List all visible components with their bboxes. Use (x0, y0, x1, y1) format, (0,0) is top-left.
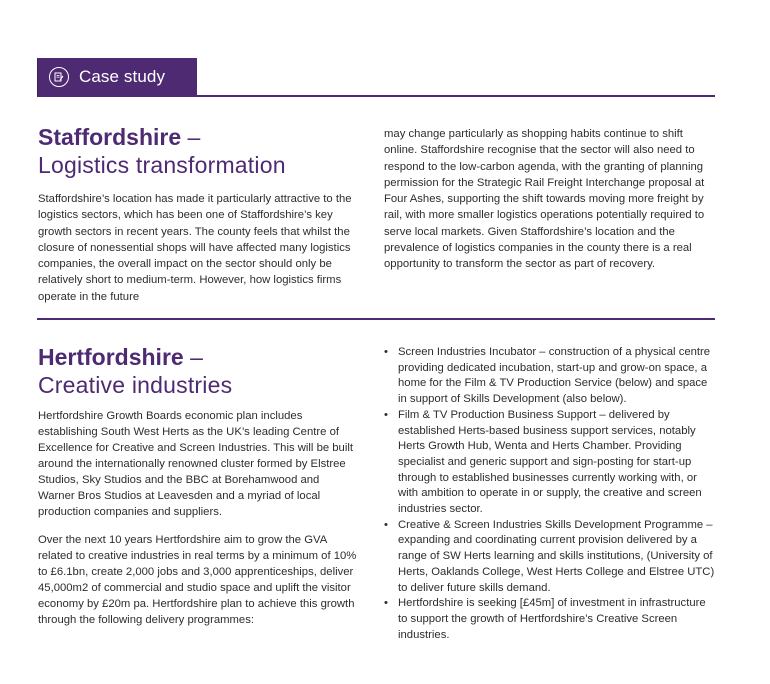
delivery-programmes-list (384, 345, 716, 643)
list-item: • Screen Industries Incubator – construction of a physical centre providing dedicated incubation, start-up and grow-on space, a home for the Film & TV Production Service (below) and space in support of Skills Development (also below). (384, 345, 716, 408)
hertfordshire-subtitle: Creative industries (38, 372, 233, 398)
list-item: • Hertfordshire is seeking [£45m] of investment in infrastructure to support the growth of Hertfordshire’s Creative Screen industries. (384, 596, 716, 643)
staffordshire-paragraph-right: may change particularly as shopping habits continue to shift online. Staffordshire recognise that the sector will also need to respond to the low-carbon agenda, with the granting of planning permission for the Strategic Rail Freight Interchange proposal at Four Ashes, supporting the shift towards moving more freight by rail, with more smaller logistics operations potentially required to serve local markets. Given Staffordshire’s location and the prevalence of logistics companies in the county there is a real opportunity to transform the sector as part of recovery. (384, 128, 705, 271)
section-divider (37, 318, 715, 320)
hertfordshire-heading (38, 344, 232, 399)
staffordshire-dash: – (181, 124, 201, 150)
hertfordshire-title: Hertfordshire (38, 344, 184, 370)
hertfordshire-paragraph-1: Hertfordshire Growth Boards economic plan includes establishing South West Herts as the UK’s leading Centre of Excellence for Creative and Screen Industries. This will be built around the internationally renowned cluster formed by Elstree Studios, Sky Studios and the BBC at Borehamwood and Warner Bros Studios at Leavesden and a myriad of local production companies and suppliers. (38, 410, 353, 518)
staffordshire-paragraph-left: Staffordshire’s location has made it particularly attractive to the logistics sectors, which has been one of Staffordshire’s key growth sectors in recent years. The county feels that whilst the closure of nonessential shops will have affected many logistics companies, the overall impact on the sector should only be relatively short to medium-term. However, how logistics firms operate in the future (38, 193, 352, 303)
hertfordshire-dash: – (183, 344, 203, 370)
list-item: • Creative & Screen Industries Skills Development Programme – expanding and coordinating current provision delivered by a range of SW Herts learning and skills institutions, (University of Herts, Oaklands College, West Herts College and Elstree UTC) to deliver future skills demand. (384, 518, 716, 597)
list-item: • Film & TV Production Business Support – delivered by established Herts-based business support services, notably Herts Growth Hub, Wenta and Herts Chamber. Providing specialist and generic support and sign-posting for start-up through to established businesses currently working with, or with ambition to operate in or supply, the creative and screen industries sector. (384, 408, 716, 518)
top-divider (37, 95, 715, 97)
hertfordshire-paragraph-2: Over the next 10 years Hertfordshire aim to grow the GVA related to creative industries in real terms by a minimum of 10% to £6.1bn, create 2,000 jobs and 3,000 apprenticeships, deliver 45,000m2 of commercial and studio space and uplift the visitor economy by £20m pa. Hertfordshire plan to achieve this growth through the following delivery programmes: (38, 534, 357, 626)
case-study-label: Case study (79, 66, 166, 86)
document-edit-icon (49, 67, 69, 87)
staffordshire-title: Staffordshire (38, 124, 182, 150)
staffordshire-heading (38, 124, 286, 179)
staffordshire-subtitle: Logistics transformation (38, 152, 286, 178)
case-study-tab (37, 58, 197, 95)
